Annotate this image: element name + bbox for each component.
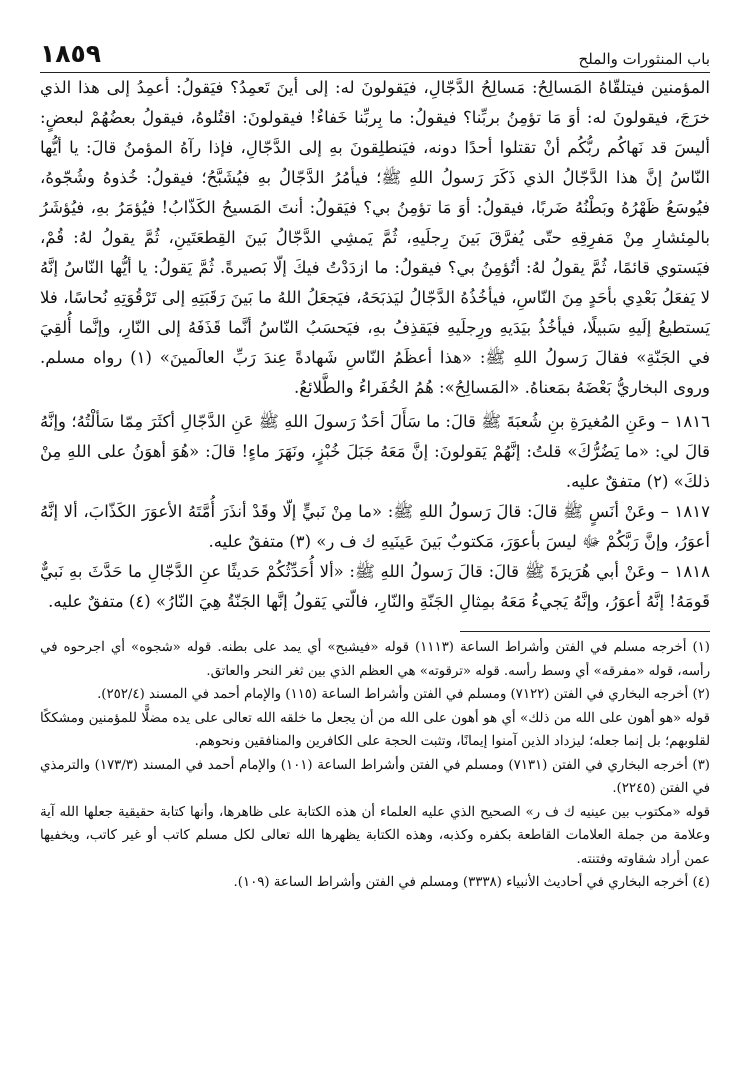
chapter-title: باب المنثورات والملح — [578, 50, 710, 68]
footnote-1: (١) أخرجه مسلم في الفتن وأشراط الساعة (١١١٣) قوله «فيشبح» أي يمد على بطنه. قوله «شجوه» أي اجرحوه في رأسه، قوله «مفرقه» أي وسط رأسه. قوله «ترقوته» هي العظم الذي بين ثغر النحر والعاتق. — [40, 640, 710, 679]
hadith-1818: ١٨١٨ – وعَنْ أبي هُرَيرَةَ ﷺ قالَ: قالَ رَسولُ اللهِ ﷺ: «ألا أُحَدِّثُكُمْ حَديثًا عنِ الدَّجّالِ ما حَدَّثَ بهِ نَبيٌّ قَومَهُ! إنَّهُ أعوَرُ، وإنَّهُ يَجيءُ مَعَهُ بمِثالِ الجَنّةِ والنّارِ، فالّتي يَقولُ إنَّها الجَنّةُ هِيَ النّارُ» (٤) متفقٌ عليه. — [40, 562, 710, 611]
footnote-divider — [460, 631, 710, 632]
main-text — [40, 73, 710, 617]
page-number: ١٨٥٩ — [40, 39, 102, 68]
page-header — [40, 34, 710, 73]
footnote-3: (٣) أخرجه البخاري في الفتن (٧١٣١) ومسلم في الفتن وأشراط الساعة (١٠١) والإمام أحمد في المسند (١٧٣/٣) والترمذي في الفتن (٢٢٤٥). — [40, 757, 710, 796]
hadith-1815-continuation: المؤمنين فيتلقّاهُ المَسالِحُ: مَسالِحُ الدَّجّالِ، فيَقولونَ له: إلى أينَ تَعمِدُ؟ فيَقولُ: أعمِدُ إلى هذا الذي خرَجَ، فيقولونَ له: أوَ مَا تؤمِنُ بربِّنا؟ فيقولُ: ما بِربِّنا خَفاءٌ! فيقولونَ: اقتُلوهُ، فيقولُ بعضُهُمْ لبعضٍ: أليسَ قد نَهاكُم ربُّكُم أنْ تقتلوا أحدًا دونه، فيَنطلِقونَ بهِ إلى الدَّجّالِ، فإذا رآهُ المؤمنُ قالَ: يا أيُّها النّاسُ إنَّ هذا الدَّجّالُ الذي ذَكَرَ رَسولُ اللهِ ﷺ؛ فيأمُرُ الدَّجّالُ بهِ فيُشَبَّحُ؛ فيقولُ: خُذوهُ وشُجّوهُ، فيُوسَعُ ظَهْرُهُ وبَطْنُهُ ضَربًا، فيقولُ: أوَ مَا تؤمِنُ بي؟ فيَقولُ: أنتَ المَسيحُ الكَذّابُ! فيُؤمَرُ بهِ، فيُؤشَرُ بالمِئشارِ مِنْ مَفرِقِهِ حتّى يُفرَّقَ بَينَ رِجلَيهِ، ثُمَّ يَمشِي الدَّجّالُ بَينَ القِطعَتَينِ، ثُمَّ يقولُ لهُ: قُمْ، فيَستوي قائمًا، ثُمَّ يقولُ لهُ: أتُؤمِنُ بي؟ فيقولُ: ما ازدَدْتُ فيكَ إلّا بَصيرةً. ثُمَّ يَقولُ: يا أيُّها النّاسُ إنَّهُ لا يَفعَلُ بَعْدِي بأحَدٍ مِنَ النّاسِ، فيأخُذُهُ الدَّجّالُ ليَذبَحَهُ، فيَجعَلُ اللهُ ما بَينَ رَقَبَتِهِ إلى تَرْقُوَتِهِ نُحاسًا، فلا يَستطيعُ إلَيهِ سَبيلًا، فيأخُذُ بيَدَيهِ ورِجلَيهِ فيَقذِفُ بهِ، فيَحسَبُ النّاسُ أنَّما قَذَفَهُ إلى النّارِ، وإنَّما أُلقِيَ في الجَنّةِ» فقالَ رَسولُ اللهِ ﷺ: «هذا أعظَمُ النّاسِ شَهادةً عِندَ رَبِّ العالَمينَ» (١) رواه مسلم. وروى البخاريُّ بَعْضَهُ بمَعناهُ. «المَسالِحُ»: هُمُ الخُفَراءُ والطَّلائعُ. — [40, 78, 710, 397]
hadith-1816: ١٨١٦ – وعَنِ المُغيرَةِ بنِ شُعبَةَ ﷺ قالَ: ما سَأَلَ أحَدٌ رَسولَ اللهِ ﷺ عَنِ الدَّجّالِ أكثَرَ مِمّا سَألْتُهُ؛ وإنَّهُ قالَ لي: «ما يَضُرُّكَ» قلتُ: إنَّهُمْ يَقولونَ: إنَّ مَعَهُ جَبَلَ خُبْزٍ، ونَهَرَ ماءٍ! قالَ: «هُوَ أهوَنُ على اللهِ مِنْ ذلكَ» (٢) متفقٌ عليه. — [40, 412, 710, 491]
footnote-2-commentary: قوله «هو أهون على الله من ذلك» أي هو أهون على الله من أن يجعل ما خلقه الله تعالى على يده مضلًّا للمؤمنين ومشككًا لقلوبهم؛ بل إنما جعله؛ ليزداد الذين آمنوا إيمانًا، وتثبت الحجة على الكافرين والمنافقين ونحوهم. — [40, 710, 710, 749]
footnote-2: (٢) أخرجه البخاري في الفتن (٧١٢٢) ومسلم في الفتن وأشراط الساعة (١١٥) والإمام أحمد في المسند (٢٥٢/٤). — [97, 687, 710, 702]
footnote-3-commentary: قوله «مكتوب بين عينيه ك ف ر» الصحيح الذي عليه العلماء أن هذه الكتابة على ظاهرها، وأنها كتابة حقيقية جعلها الله آية وعلامة من جملة العلامات القاطعة بكفره وكذبه، وهذه الكتابة يظهرها الله تعالى لكل مسلم كاتب أو غير كاتب، ويخفيها عمن أراد شقاوته وفتنته. — [40, 804, 710, 867]
footnote-4: (٤) أخرجه البخاري في أحاديث الأنبياء (٣٣٣٨) ومسلم في الفتن وأشراط الساعة (١٠٩). — [233, 875, 710, 890]
footnotes — [40, 636, 710, 895]
hadith-1817: ١٨١٧ – وعَنْ أنَسٍ ﷺ قالَ: قالَ رَسولُ اللهِ ﷺ: «ما مِنْ نَبيٍّ إلّا وقَدْ أنذَرَ أُمَّتَهُ الأعوَرَ الكَذّابَ، ألا إنَّهُ أعوَرُ، وإنَّ رَبَّكُمْ ﷻ ليسَ بأعوَرَ، مَكتوبٌ بَينَ عَينَيهِ ك ف ر» (٣) متفقٌ عليه. — [40, 502, 710, 551]
